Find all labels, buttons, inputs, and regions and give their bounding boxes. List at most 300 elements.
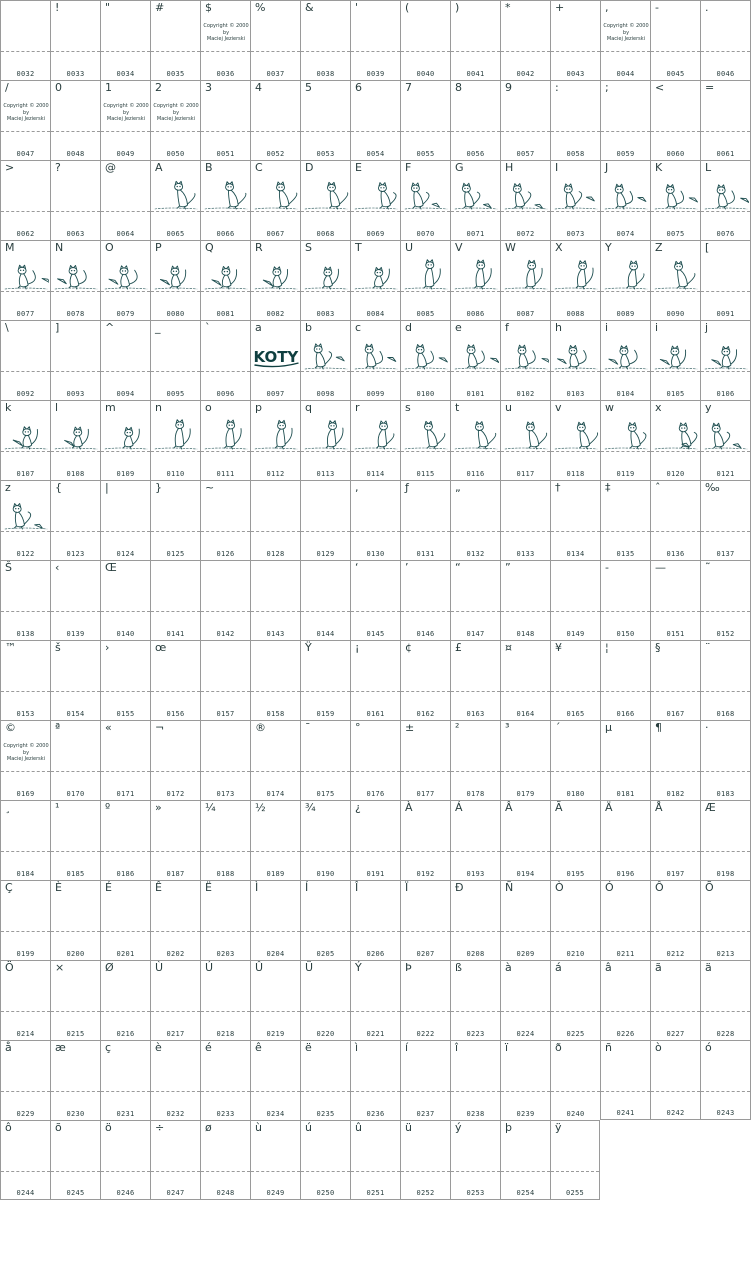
baseline-divider [101,451,150,452]
character-code: 0075 [666,230,685,238]
glyph-cell[interactable] [600,560,650,640]
glyph-cell[interactable] [550,640,600,720]
glyph-cell[interactable] [0,1120,50,1200]
glyph-cell[interactable] [0,640,50,720]
glyph-cell[interactable] [500,960,550,1040]
glyph-cell[interactable] [550,1040,600,1120]
glyph-cell[interactable] [600,880,650,960]
glyph-cell[interactable] [300,800,350,880]
cat-illustration-icon [353,175,399,211]
glyph-cell[interactable] [150,400,200,480]
glyph-cell[interactable] [500,240,550,320]
glyph-cell[interactable] [300,400,350,480]
glyph-cell[interactable] [500,1040,550,1120]
baseline-divider [551,1011,600,1012]
glyph-cell[interactable] [350,960,400,1040]
glyph-cell[interactable] [500,400,550,480]
character-code: 0090 [666,310,685,318]
glyph-cell[interactable] [150,80,200,160]
glyph-cell[interactable] [250,1040,300,1120]
glyph-cell[interactable] [150,800,200,880]
glyph-cell[interactable] [50,0,100,80]
character-code: 0194 [516,870,535,878]
glyph-cell[interactable] [300,880,350,960]
glyph-cell[interactable] [450,400,500,480]
glyph-cell[interactable] [250,80,300,160]
glyph-cell[interactable] [0,0,50,80]
baseline-divider [351,371,400,372]
glyph-cell[interactable] [50,640,100,720]
glyph-cell[interactable] [350,400,400,480]
grid-row [0,1040,751,1120]
glyph-character: i [655,321,659,334]
character-code: 0163 [466,710,485,718]
glyph-cell[interactable] [250,640,300,720]
glyph-cell[interactable] [500,720,550,800]
glyph-cell[interactable] [0,320,50,400]
character-code: 0121 [716,470,735,478]
glyph-cell[interactable] [700,480,751,560]
glyph-cell[interactable] [0,720,50,800]
glyph-cell[interactable] [0,240,50,320]
glyph-character: Ì [255,881,259,894]
glyph-cell[interactable] [350,240,400,320]
glyph-cell[interactable] [300,240,350,320]
glyph-cell[interactable] [450,560,500,640]
character-code: 0247 [166,1189,185,1197]
baseline-divider [401,531,450,532]
character-code: 0156 [166,710,185,718]
glyph-cell[interactable] [600,80,650,160]
glyph-cell[interactable] [700,720,751,800]
glyph-cell[interactable] [50,960,100,1040]
glyph-cell[interactable] [100,160,150,240]
glyph-cell[interactable] [150,1120,200,1200]
glyph-cell[interactable] [500,1120,550,1200]
character-code: 0086 [466,310,485,318]
glyph-cell[interactable] [300,320,350,400]
character-code: 0081 [216,310,235,318]
baseline-divider [651,451,700,452]
glyph-cell[interactable] [500,640,550,720]
glyph-cell[interactable] [150,640,200,720]
glyph-cell[interactable] [700,240,751,320]
glyph-cell[interactable] [350,480,400,560]
glyph-cell[interactable] [600,800,650,880]
koty-logo-icon [251,335,300,371]
glyph-cell[interactable] [0,800,50,880]
glyph-cell[interactable] [0,480,50,560]
character-code: 0152 [716,630,735,638]
glyph-character: A [155,161,163,174]
glyph-cell[interactable] [0,80,50,160]
glyph-cell[interactable] [450,240,500,320]
glyph-character: n [155,401,162,414]
glyph-cell[interactable] [50,240,100,320]
glyph-cell[interactable] [650,80,700,160]
glyph-cell[interactable] [400,720,450,800]
cat-illustration-icon [603,255,649,291]
glyph-cell[interactable] [250,320,300,400]
glyph-cell[interactable] [400,1040,450,1120]
glyph-cell[interactable] [150,720,200,800]
copyright-line: Maciej Jezierski [156,116,196,122]
cat-illustration-icon [703,335,749,371]
glyph-cell[interactable] [350,1040,400,1120]
glyph-cell[interactable] [600,1040,650,1120]
glyph-cell[interactable] [500,320,550,400]
glyph-cell[interactable] [450,80,500,160]
glyph-cell[interactable] [650,160,700,240]
glyph-cell[interactable] [250,1120,300,1200]
glyph-cell[interactable] [700,0,751,80]
glyph-cell[interactable] [250,160,300,240]
glyph-cell[interactable] [650,0,700,80]
glyph-cell[interactable] [700,400,751,480]
glyph-character: à [505,961,512,974]
glyph-cell[interactable] [500,560,550,640]
glyph-cell[interactable] [250,400,300,480]
glyph-cell[interactable] [200,1120,250,1200]
glyph-cell[interactable] [50,320,100,400]
glyph-cell[interactable] [450,1040,500,1120]
glyph-cell[interactable] [50,1040,100,1120]
glyph-cell[interactable] [100,0,150,80]
cat-illustration-icon [353,415,399,451]
glyph-cell[interactable] [450,1120,500,1200]
glyph-cell[interactable] [650,480,700,560]
baseline-divider [251,211,300,212]
glyph-cell[interactable] [700,560,751,640]
glyph-cell[interactable] [700,640,751,720]
baseline-divider [701,1091,750,1092]
glyph-cell[interactable] [700,320,751,400]
baseline-divider [151,371,200,372]
glyph-cell[interactable] [0,880,50,960]
glyph-cell[interactable] [300,1120,350,1200]
glyph-cell[interactable] [0,560,50,640]
glyph-cell[interactable] [250,720,300,800]
glyph-cell[interactable] [500,880,550,960]
glyph-cell[interactable] [650,880,700,960]
glyph-cell[interactable] [700,80,751,160]
glyph-cell[interactable] [550,320,600,400]
glyph-cell[interactable] [650,240,700,320]
glyph-cell[interactable] [50,560,100,640]
glyph-cell[interactable] [400,480,450,560]
glyph-cell[interactable] [100,80,150,160]
glyph-cell[interactable] [50,880,100,960]
glyph-cell[interactable] [450,160,500,240]
glyph-cell[interactable] [600,0,650,80]
glyph-character: R [255,241,263,254]
glyph-cell[interactable] [450,880,500,960]
glyph-cell[interactable] [100,800,150,880]
baseline-divider [701,851,750,852]
glyph-cell[interactable] [400,1120,450,1200]
glyph-cell[interactable] [650,320,700,400]
glyph-cell[interactable] [250,800,300,880]
glyph-cell[interactable] [100,560,150,640]
baseline-divider [101,1091,150,1092]
glyph-character: “ [455,561,461,574]
character-code: 0138 [16,630,35,638]
glyph-cell[interactable] [600,960,650,1040]
glyph-cell[interactable] [500,0,550,80]
baseline-divider [601,1091,650,1092]
glyph-cell[interactable] [450,640,500,720]
glyph-cell[interactable] [50,400,100,480]
glyph-cell[interactable] [300,80,350,160]
glyph-cell[interactable] [100,960,150,1040]
glyph-cell[interactable] [100,400,150,480]
glyph-cell[interactable] [300,0,350,80]
baseline-divider [251,131,300,132]
glyph-cell[interactable] [350,320,400,400]
character-code: 0195 [566,870,585,878]
glyph-cell[interactable] [200,800,250,880]
cat-illustration-icon [553,255,599,291]
glyph-cell[interactable] [100,1040,150,1120]
glyph-cell[interactable] [700,960,751,1040]
baseline-divider [201,771,250,772]
glyph-cell[interactable] [650,400,700,480]
glyph-cell[interactable] [100,640,150,720]
glyph-cell[interactable] [150,1040,200,1120]
glyph-cell[interactable] [200,640,250,720]
character-code: 0132 [466,550,485,558]
glyph-cell[interactable] [350,80,400,160]
glyph-cell[interactable] [400,880,450,960]
glyph-character: â [605,961,612,974]
glyph-cell[interactable] [350,160,400,240]
glyph-character: Q [205,241,214,254]
glyph-cell[interactable] [50,480,100,560]
glyph-cell[interactable] [150,0,200,80]
glyph-cell[interactable] [600,240,650,320]
glyph-cell[interactable] [550,80,600,160]
glyph-cell[interactable] [400,240,450,320]
glyph-cell[interactable] [300,640,350,720]
character-code: 0151 [666,630,685,638]
baseline-divider [401,771,450,772]
glyph-cell[interactable] [50,80,100,160]
glyph-cell[interactable] [150,480,200,560]
glyph-cell[interactable] [100,880,150,960]
glyph-cell[interactable] [200,560,250,640]
glyph-cell[interactable] [550,800,600,880]
glyph-cell[interactable] [150,160,200,240]
glyph-cell[interactable] [150,960,200,1040]
glyph-cell[interactable] [550,240,600,320]
glyph-cell[interactable] [100,480,150,560]
glyph-cell[interactable] [600,480,650,560]
baseline-divider [51,691,100,692]
glyph-cell[interactable] [350,720,400,800]
glyph-cell[interactable] [150,240,200,320]
glyph-cell[interactable] [700,1040,751,1120]
glyph-cell[interactable] [350,640,400,720]
glyph-cell[interactable] [450,960,500,1040]
glyph-cell[interactable] [400,160,450,240]
glyph-cell[interactable] [350,800,400,880]
glyph-cell[interactable] [250,0,300,80]
glyph-cell[interactable] [450,320,500,400]
glyph-cell[interactable] [0,160,50,240]
glyph-cell[interactable] [200,1040,250,1120]
glyph-cell[interactable] [50,1120,100,1200]
character-code: 0047 [16,150,35,158]
glyph-cell[interactable] [300,960,350,1040]
glyph-cell[interactable] [400,0,450,80]
glyph-cell[interactable] [600,320,650,400]
baseline-divider [301,1091,350,1092]
glyph-character: º [105,801,111,814]
glyph-cell[interactable] [250,240,300,320]
glyph-cell[interactable] [700,880,751,960]
glyph-cell[interactable] [600,160,650,240]
glyph-cell[interactable] [300,1040,350,1120]
baseline-divider [501,611,550,612]
glyph-cell[interactable] [50,720,100,800]
glyph-cell[interactable] [150,880,200,960]
character-code: 0215 [66,1030,85,1038]
glyph-cell[interactable] [550,560,600,640]
glyph-cell[interactable] [250,480,300,560]
glyph-character: ½ [255,801,266,814]
glyph-character: - [605,561,609,574]
character-code: 0033 [66,70,85,78]
glyph-cell[interactable] [200,240,250,320]
glyph-cell[interactable] [650,960,700,1040]
glyph-cell[interactable] [400,640,450,720]
glyph-character: , [605,1,609,14]
glyph-cell[interactable] [0,1040,50,1120]
glyph-cell[interactable] [300,480,350,560]
baseline-divider [51,51,100,52]
glyph-cell[interactable] [400,560,450,640]
glyph-cell[interactable] [650,720,700,800]
glyph-cell[interactable] [350,560,400,640]
glyph-cell[interactable] [400,400,450,480]
baseline-divider [201,211,250,212]
glyph-cell[interactable] [300,560,350,640]
glyph-cell[interactable] [200,720,250,800]
glyph-cell[interactable] [500,800,550,880]
glyph-cell[interactable] [100,320,150,400]
character-code: 0130 [366,550,385,558]
glyph-cell[interactable] [600,400,650,480]
glyph-cell[interactable] [300,720,350,800]
glyph-cell[interactable] [100,240,150,320]
copyright-line: Copyright © 2000 [603,23,649,29]
glyph-cell[interactable] [550,720,600,800]
glyph-cell[interactable] [400,320,450,400]
glyph-cell[interactable] [650,640,700,720]
glyph-cell[interactable] [250,560,300,640]
glyph-cell[interactable] [650,1040,700,1120]
cat-illustration-icon [703,415,749,451]
glyph-character: # [155,1,165,14]
glyph-cell[interactable] [550,0,600,80]
glyph-cell[interactable] [400,800,450,880]
glyph-cell[interactable] [200,960,250,1040]
glyph-cell[interactable] [600,720,650,800]
glyph-cell[interactable] [400,960,450,1040]
glyph-cell[interactable] [700,160,751,240]
glyph-cell[interactable] [350,1120,400,1200]
glyph-cell[interactable] [200,400,250,480]
glyph-cell[interactable] [500,480,550,560]
character-code: 0111 [216,470,235,478]
cat-illustration-icon [253,255,299,291]
glyph-cell[interactable] [450,720,500,800]
glyph-character: 9 [505,81,512,94]
glyph-cell[interactable] [500,160,550,240]
character-code: 0157 [216,710,235,718]
glyph-cell[interactable] [600,640,650,720]
glyph-cell[interactable] [650,560,700,640]
glyph-cell[interactable] [250,880,300,960]
glyph-cell[interactable] [700,800,751,880]
glyph-character: Å [655,801,663,814]
glyph-cell[interactable] [300,160,350,240]
glyph-cell[interactable] [400,80,450,160]
glyph-cell[interactable] [150,560,200,640]
glyph-cell[interactable] [350,880,400,960]
glyph-cell[interactable] [450,0,500,80]
baseline-divider [451,531,500,532]
glyph-cell[interactable] [100,1120,150,1200]
glyph-cell[interactable] [200,880,250,960]
glyph-cell[interactable] [550,160,600,240]
character-code: 0219 [266,1030,285,1038]
glyph-cell[interactable] [350,0,400,80]
glyph-cell[interactable] [200,320,250,400]
character-code: 0211 [616,950,635,958]
glyph-cell[interactable] [650,800,700,880]
glyph-cell[interactable] [50,160,100,240]
baseline-divider [501,851,550,852]
glyph-cell[interactable] [550,480,600,560]
glyph-cell[interactable] [150,320,200,400]
character-code: 0094 [116,390,135,398]
character-code: 0034 [116,70,135,78]
glyph-cell[interactable] [200,0,250,80]
glyph-character: i [605,321,609,334]
glyph-cell[interactable] [0,960,50,1040]
glyph-cell[interactable] [550,960,600,1040]
glyph-cell[interactable] [250,960,300,1040]
glyph-cell[interactable] [200,480,250,560]
glyph-cell[interactable] [100,720,150,800]
glyph-cell[interactable] [550,400,600,480]
character-code: 0144 [316,630,335,638]
glyph-cell[interactable] [0,400,50,480]
glyph-cell[interactable] [450,480,500,560]
glyph-cell[interactable] [550,880,600,960]
glyph-cell[interactable] [200,80,250,160]
baseline-divider [351,131,400,132]
character-code: 0041 [466,70,485,78]
baseline-divider [201,371,250,372]
glyph-cell[interactable] [500,80,550,160]
glyph-cell[interactable] [550,1120,600,1200]
glyph-cell[interactable] [450,800,500,880]
glyph-cell[interactable] [50,800,100,880]
glyph-cell[interactable] [200,160,250,240]
baseline-divider [351,51,400,52]
